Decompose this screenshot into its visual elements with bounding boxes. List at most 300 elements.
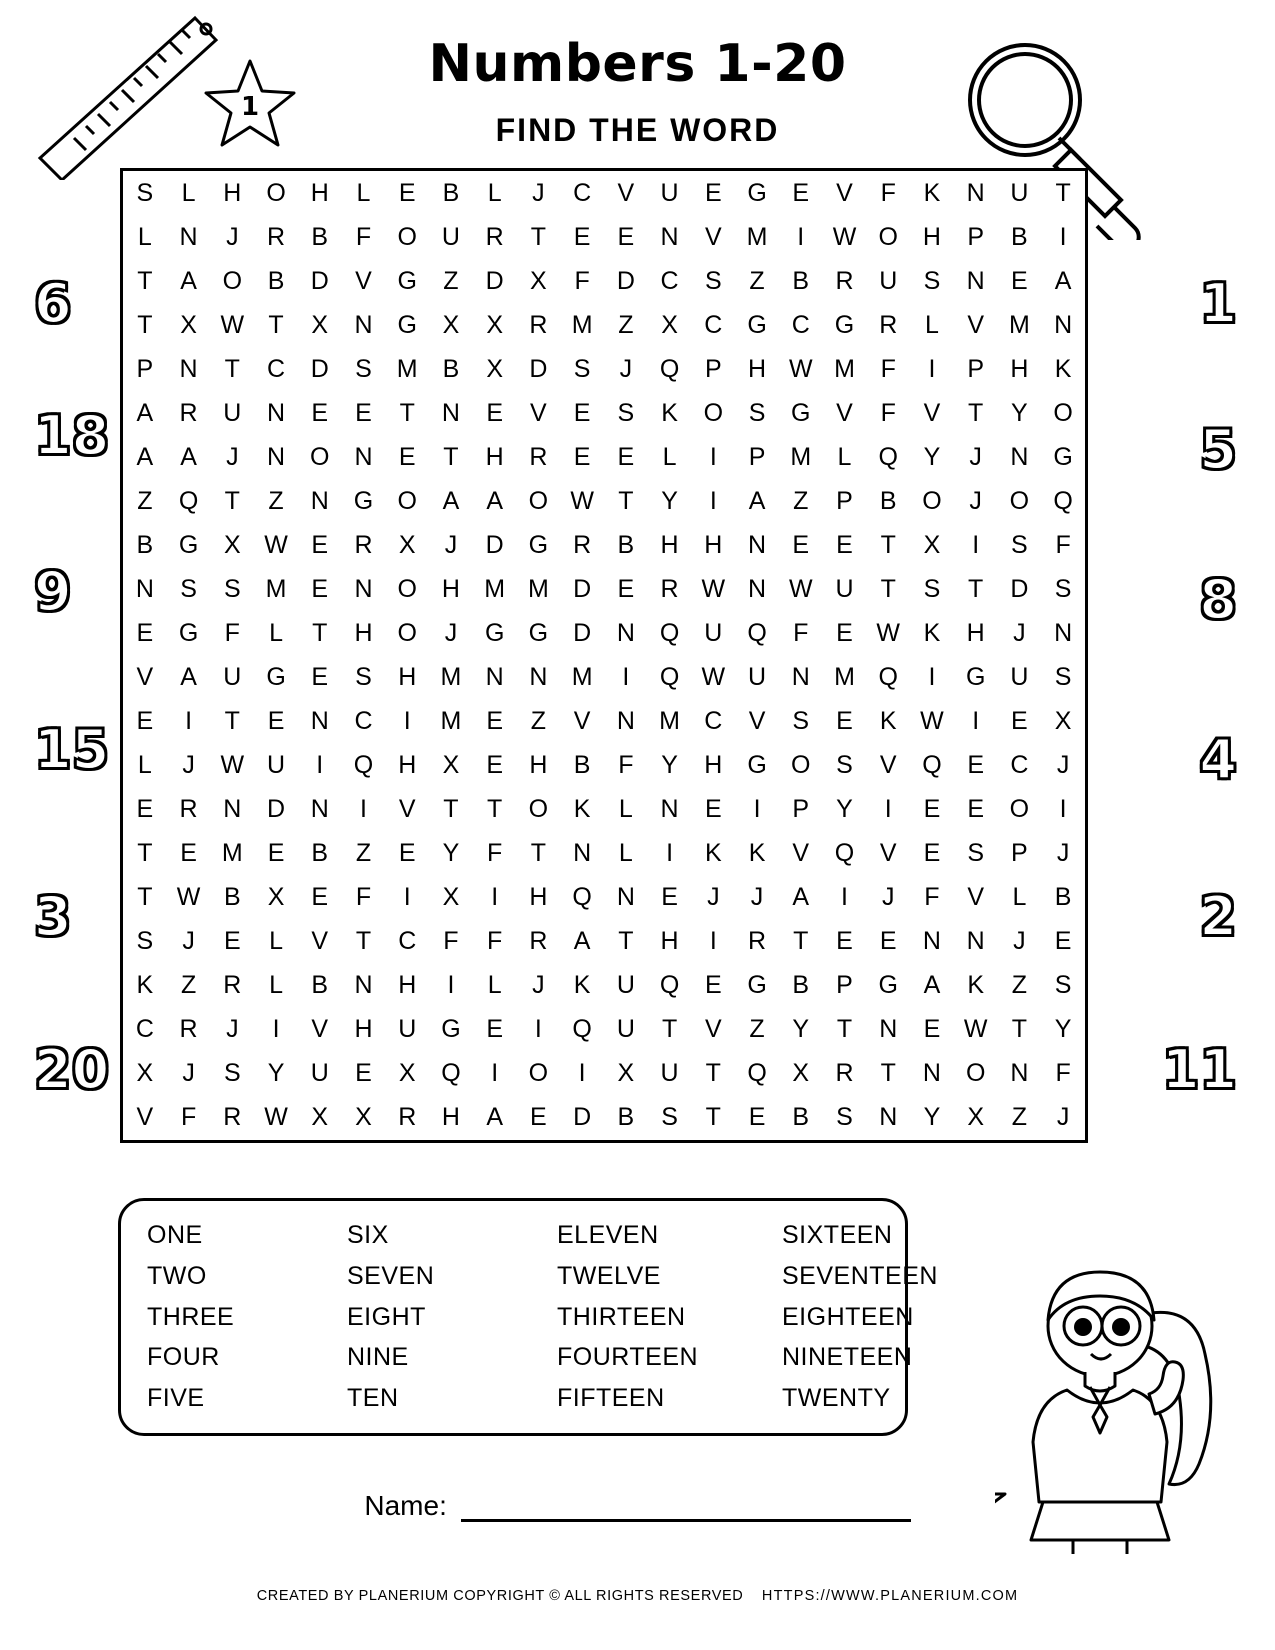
grid-letter[interactable]: W [220,751,245,780]
grid-letter[interactable]: O [1009,795,1030,824]
grid-letter[interactable]: X [923,530,941,559]
grid-letter[interactable]: Q [922,751,942,780]
grid-letter[interactable]: S [923,266,941,295]
grid-letter[interactable]: K [573,971,591,1000]
grid-letter[interactable]: F [224,618,240,647]
grid-letter[interactable]: U [1010,663,1029,692]
grid-letter[interactable]: M [484,574,506,603]
grid-letter[interactable]: E [311,663,329,692]
grid-letter[interactable]: D [1010,574,1029,603]
grid-letter[interactable]: R [223,971,242,1000]
word-bank-item[interactable]: TWO [147,1261,207,1290]
grid-letter[interactable]: L [837,442,852,471]
grid-letter[interactable]: F [180,1103,197,1132]
grid-letter[interactable]: S [223,574,241,603]
grid-letter[interactable]: N [1054,310,1073,339]
grid-letter[interactable]: E [1054,927,1072,956]
grid-letter[interactable]: E [836,707,853,736]
grid-letter[interactable]: K [879,707,897,736]
grid-letter[interactable]: E [398,178,416,207]
grid-letter[interactable]: T [705,1059,721,1088]
grid-letter[interactable]: L [356,178,371,207]
grid-letter[interactable]: R [179,1015,198,1044]
grid-letter[interactable]: S [923,574,941,603]
grid-letter[interactable]: E [704,971,722,1000]
grid-letter[interactable]: Q [659,618,680,647]
grid-letter[interactable]: P [748,442,766,471]
grid-letter[interactable]: I [491,883,499,912]
grid-letter[interactable]: W [876,618,901,647]
grid-letter[interactable]: I [622,663,630,692]
grid-letter[interactable]: X [311,1103,329,1132]
grid-letter[interactable]: T [530,222,547,251]
grid-letter[interactable]: B [792,1103,810,1132]
grid-letter[interactable]: Y [661,486,678,515]
grid-letter[interactable]: E [136,707,154,736]
grid-letter[interactable]: K [923,178,941,207]
grid-letter[interactable]: Q [1053,486,1073,515]
grid-letter[interactable]: O [310,442,330,471]
grid-letter[interactable]: W [963,1015,988,1044]
grid-letter[interactable]: R [748,927,767,956]
grid-letter[interactable]: W [788,354,813,383]
grid-letter[interactable]: K [967,971,985,1000]
grid-letter[interactable]: B [223,883,241,912]
grid-letter[interactable]: N [441,398,460,427]
grid-letter[interactable]: X [486,310,504,339]
grid-letter[interactable]: M [746,222,768,251]
grid-letter[interactable]: J [226,222,239,251]
grid-letter[interactable]: N [922,1059,941,1088]
grid-letter[interactable]: Y [792,1015,810,1044]
grid-letter[interactable]: U [879,266,898,295]
grid-letter[interactable]: W [832,222,857,251]
grid-letter[interactable]: C [267,354,286,383]
grid-letter[interactable]: N [485,663,504,692]
grid-letter[interactable]: V [530,398,547,427]
grid-letter[interactable]: Y [267,1059,285,1088]
grid-letter[interactable]: T [968,574,984,603]
grid-letter[interactable]: B [442,178,460,207]
grid-letter[interactable]: R [879,310,898,339]
grid-letter[interactable]: I [841,883,848,912]
grid-letter[interactable]: G [353,486,374,515]
grid-letter[interactable]: G [397,310,417,339]
grid-letter[interactable]: B [617,1103,635,1132]
grid-letter[interactable]: Z [618,310,634,339]
grid-letter[interactable]: E [923,795,941,824]
grid-letter[interactable]: B [1054,883,1072,912]
grid-letter[interactable]: V [836,178,853,207]
grid-letter[interactable]: G [965,663,986,692]
grid-letter[interactable]: V [136,1103,154,1132]
grid-letter[interactable]: A [1054,266,1072,295]
grid-letter[interactable]: N [354,310,373,339]
grid-letter[interactable]: G [266,663,286,692]
grid-letter[interactable]: U [835,574,854,603]
grid-letter[interactable]: J [226,1015,239,1044]
grid-letter[interactable]: X [661,310,678,339]
grid-letter[interactable]: G [528,618,549,647]
grid-letter[interactable]: A [442,486,460,515]
grid-letter[interactable]: I [928,663,936,692]
grid-letter[interactable]: Q [572,1015,592,1044]
grid-letter[interactable]: E [836,618,853,647]
grid-letter[interactable]: G [397,266,417,295]
word-bank-item[interactable]: EIGHTEEN [782,1302,914,1331]
grid-letter[interactable]: V [748,707,766,736]
grid-letter[interactable]: T [224,486,240,515]
grid-letter[interactable]: Z [180,971,197,1000]
grid-letter[interactable]: A [923,971,941,1000]
grid-letter[interactable]: E [486,751,504,780]
grid-letter[interactable]: H [704,530,723,559]
grid-letter[interactable]: K [748,839,766,868]
grid-letter[interactable]: K [923,618,941,647]
grid-letter[interactable]: L [181,178,196,207]
grid-letter[interactable]: T [618,927,634,956]
grid-letter[interactable]: F [487,839,503,868]
grid-letter[interactable]: S [1054,574,1072,603]
grid-letter[interactable]: P [792,795,810,824]
grid-letter[interactable]: M [396,354,418,383]
grid-letter[interactable]: E [923,1015,941,1044]
word-bank-item[interactable]: TWELVE [557,1261,661,1290]
grid-letter[interactable]: S [792,707,810,736]
grid-letter[interactable]: D [616,266,635,295]
grid-letter[interactable]: H [441,1103,460,1132]
grid-letter[interactable]: J [226,442,239,471]
grid-letter[interactable]: B [792,971,810,1000]
grid-letter[interactable]: D [573,618,592,647]
grid-letter[interactable]: N [1054,618,1073,647]
grid-letter[interactable]: S [223,1059,241,1088]
grid-letter[interactable]: N [1010,1059,1029,1088]
grid-letter[interactable]: M [221,839,243,868]
word-bank-item[interactable]: TEN [347,1384,399,1412]
grid-letter[interactable]: F [1055,1059,1071,1088]
grid-letter[interactable]: G [747,751,767,780]
grid-letter[interactable]: R [398,1103,417,1132]
grid-letter[interactable]: C [704,707,723,736]
grid-letter[interactable]: Z [137,486,153,515]
grid-letter[interactable]: E [136,618,154,647]
grid-letter[interactable]: H [748,354,767,383]
grid-letter[interactable]: I [666,839,674,868]
grid-letter[interactable]: M [265,574,287,603]
grid-letter[interactable]: T [312,618,328,647]
grid-letter[interactable]: N [267,442,286,471]
grid-letter[interactable]: C [354,707,373,736]
grid-letter[interactable]: N [354,574,373,603]
grid-letter[interactable]: N [179,222,198,251]
grid-letter[interactable]: B [573,751,591,780]
grid-letter[interactable]: U [660,1059,679,1088]
grid-letter[interactable]: H [223,178,242,207]
grid-letter[interactable]: G [441,1015,461,1044]
grid-letter[interactable]: H [441,574,460,603]
grid-letter[interactable]: P [1011,839,1028,868]
word-bank-item[interactable]: FIVE [147,1384,205,1412]
grid-letter[interactable]: N [135,574,154,603]
grid-letter[interactable]: E [311,574,329,603]
grid-letter[interactable]: H [529,883,548,912]
letter-grid[interactable] [123,171,1085,1140]
word-bank-item[interactable]: THREE [147,1302,235,1331]
grid-letter[interactable]: L [618,795,633,824]
grid-letter[interactable]: E [1011,266,1028,295]
grid-letter[interactable]: A [486,1103,504,1132]
grid-letter[interactable]: F [355,222,372,251]
grid-letter[interactable]: E [967,795,985,824]
grid-letter[interactable]: E [792,530,810,559]
grid-letter[interactable]: M [1008,310,1030,339]
grid-letter[interactable]: V [923,398,941,427]
grid-letter[interactable]: R [573,530,592,559]
grid-letter[interactable]: G [747,971,767,1000]
grid-letter[interactable]: V [311,927,329,956]
grid-letter[interactable]: E [967,751,985,780]
grid-letter[interactable]: C [704,310,723,339]
grid-letter[interactable]: I [316,751,324,780]
grid-letter[interactable]: B [311,839,329,868]
grid-letter[interactable]: I [185,707,193,736]
word-bank-item[interactable]: TWENTY [782,1384,891,1412]
grid-letter[interactable]: O [878,222,898,251]
grid-letter[interactable]: A [136,442,154,471]
grid-letter[interactable]: X [398,1059,416,1088]
grid-letter[interactable]: T [793,927,809,956]
grid-letter[interactable]: E [355,398,372,427]
grid-letter[interactable]: F [618,751,634,780]
grid-letter[interactable]: E [792,178,810,207]
grid-letter[interactable]: F [1055,530,1071,559]
grid-letter[interactable]: N [922,927,941,956]
grid-letter[interactable]: E [923,839,941,868]
grid-letter[interactable]: X [180,310,197,339]
grid-letter[interactable]: G [747,178,767,207]
grid-letter[interactable]: O [703,398,724,427]
grid-letter[interactable]: O [397,574,417,603]
grid-letter[interactable]: M [571,310,593,339]
grid-letter[interactable]: O [965,1059,986,1088]
grid-letter[interactable]: I [360,795,367,824]
grid-letter[interactable]: R [179,398,198,427]
grid-letter[interactable]: I [972,530,980,559]
grid-letter[interactable]: Z [749,266,765,295]
grid-letter[interactable]: H [398,663,417,692]
grid-letter[interactable]: E [180,839,197,868]
grid-letter[interactable]: U [660,178,679,207]
grid-letter[interactable]: Z [443,266,459,295]
grid-letter[interactable]: N [529,663,548,692]
grid-letter[interactable]: I [972,707,980,736]
grid-letter[interactable]: R [835,1059,854,1088]
grid-letter[interactable]: V [704,222,722,251]
grid-letter[interactable]: E [267,707,285,736]
grid-letter[interactable]: W [701,663,726,692]
grid-letter[interactable]: E [704,178,722,207]
grid-letter[interactable]: J [969,486,982,515]
grid-letter[interactable]: T [137,310,153,339]
grid-letter[interactable]: P [704,354,722,383]
grid-letter[interactable]: U [616,1015,635,1044]
grid-letter[interactable]: Q [178,486,199,515]
grid-letter[interactable]: F [487,927,503,956]
grid-letter[interactable]: U [616,971,635,1000]
grid-letter[interactable]: G [178,618,199,647]
grid-letter[interactable]: L [487,971,502,1000]
word-bank-item[interactable]: SEVEN [347,1261,435,1290]
grid-letter[interactable]: V [617,178,635,207]
grid-letter[interactable]: X [311,310,329,339]
grid-letter[interactable]: K [661,398,678,427]
grid-letter[interactable]: N [354,971,373,1000]
grid-letter[interactable]: P [136,354,154,383]
grid-letter[interactable]: N [616,883,635,912]
grid-letter[interactable]: G [178,530,199,559]
grid-letter[interactable]: H [354,1015,373,1044]
grid-letter[interactable]: O [266,178,286,207]
grid-letter[interactable]: J [532,178,545,207]
grid-letter[interactable]: H [529,751,548,780]
grid-letter[interactable]: H [485,442,504,471]
grid-letter[interactable]: T [137,883,153,912]
grid-letter[interactable]: A [180,663,197,692]
name-input-line[interactable] [461,1493,911,1522]
grid-letter[interactable]: S [1054,971,1072,1000]
grid-letter[interactable]: E [836,530,853,559]
grid-letter[interactable]: K [1054,354,1072,383]
grid-letter[interactable]: E [311,530,329,559]
grid-letter[interactable]: I [1059,222,1067,251]
grid-letter[interactable]: C [573,178,592,207]
grid-letter[interactable]: C [1010,751,1029,780]
grid-letter[interactable]: E [1011,707,1028,736]
grid-letter[interactable]: J [444,618,458,647]
grid-letter[interactable]: R [529,927,548,956]
grid-letter[interactable]: H [660,530,679,559]
grid-letter[interactable]: F [924,883,940,912]
grid-letter[interactable]: S [1011,530,1028,559]
grid-letter[interactable]: Z [749,1015,765,1044]
grid-letter[interactable]: E [704,795,722,824]
grid-letter[interactable]: Y [661,751,678,780]
grid-letter[interactable]: Q [659,354,680,383]
grid-letter[interactable]: B [879,486,897,515]
grid-letter[interactable]: E [355,1059,372,1088]
grid-letter[interactable]: N [748,574,767,603]
grid-letter[interactable]: U [748,663,767,692]
grid-letter[interactable]: T [880,1059,896,1088]
grid-letter[interactable]: J [444,530,458,559]
word-bank-item[interactable]: SIX [347,1221,389,1249]
grid-letter[interactable]: W [788,574,813,603]
grid-letter[interactable]: S [617,398,635,427]
grid-letter[interactable]: X [398,530,416,559]
grid-letter[interactable]: F [574,266,590,295]
grid-letter[interactable]: F [880,354,896,383]
grid-letter[interactable]: E [486,1015,504,1044]
grid-letter[interactable]: X [442,751,460,780]
grid-letter[interactable]: J [182,1059,195,1088]
grid-letter[interactable]: V [967,883,985,912]
grid-letter[interactable]: K [136,971,154,1000]
grid-letter[interactable]: N [310,486,329,515]
grid-letter[interactable]: N [966,178,985,207]
grid-letter[interactable]: X [355,1103,372,1132]
grid-letter[interactable]: V [792,839,810,868]
grid-letter[interactable]: T [618,486,634,515]
grid-letter[interactable]: L [487,178,502,207]
grid-letter[interactable]: Q [659,663,680,692]
grid-letter[interactable]: Z [1011,1103,1028,1132]
grid-letter[interactable]: S [836,1103,853,1132]
grid-letter[interactable]: G [528,530,549,559]
grid-letter[interactable]: J [707,883,720,912]
grid-letter[interactable]: S [1054,663,1072,692]
grid-letter[interactable]: E [530,1103,547,1132]
grid-letter[interactable]: L [269,618,283,647]
grid-letter[interactable]: R [267,222,286,251]
grid-letter[interactable]: I [709,927,717,956]
grid-letter[interactable]: G [484,618,505,647]
grid-letter[interactable]: N [748,530,767,559]
grid-letter[interactable]: G [791,398,811,427]
grid-letter[interactable]: Y [836,795,853,824]
grid-letter[interactable]: D [310,266,329,295]
grid-letter[interactable]: T [224,354,240,383]
grid-letter[interactable]: U [1010,178,1029,207]
grid-letter[interactable]: I [491,1059,499,1088]
grid-letter[interactable]: I [1059,795,1067,824]
grid-letter[interactable]: C [791,310,810,339]
grid-letter[interactable]: C [135,1015,154,1044]
grid-letter[interactable]: F [793,618,809,647]
grid-letter[interactable]: W [920,707,944,736]
grid-letter[interactable]: X [136,1059,154,1088]
grid-letter[interactable]: E [879,927,897,956]
grid-letter[interactable]: V [967,310,985,339]
grid-letter[interactable]: H [704,751,723,780]
grid-letter[interactable]: V [704,1015,722,1044]
grid-letter[interactable]: U [223,663,242,692]
grid-letter[interactable]: P [967,222,985,251]
grid-letter[interactable]: R [529,310,548,339]
grid-letter[interactable]: E [573,222,591,251]
grid-letter[interactable]: T [137,266,153,295]
grid-letter[interactable]: X [617,1059,635,1088]
grid-letter[interactable]: F [880,178,896,207]
grid-letter[interactable]: B [311,222,329,251]
grid-letter[interactable]: N [267,398,286,427]
grid-letter[interactable]: E [486,707,504,736]
grid-letter[interactable]: T [487,795,503,824]
grid-letter[interactable]: O [1009,486,1030,515]
grid-letter[interactable]: H [310,178,329,207]
grid-letter[interactable]: P [836,971,853,1000]
grid-letter[interactable]: L [137,222,152,251]
grid-letter[interactable]: B [617,530,635,559]
grid-letter[interactable]: F [443,927,459,956]
grid-letter[interactable]: K [573,795,591,824]
grid-letter[interactable]: I [447,971,455,1000]
grid-letter[interactable]: L [269,927,283,956]
word-bank-item[interactable]: FIFTEEN [557,1384,665,1412]
grid-letter[interactable]: T [530,839,547,868]
grid-letter[interactable]: X [967,1103,985,1132]
grid-letter[interactable]: A [486,486,504,515]
